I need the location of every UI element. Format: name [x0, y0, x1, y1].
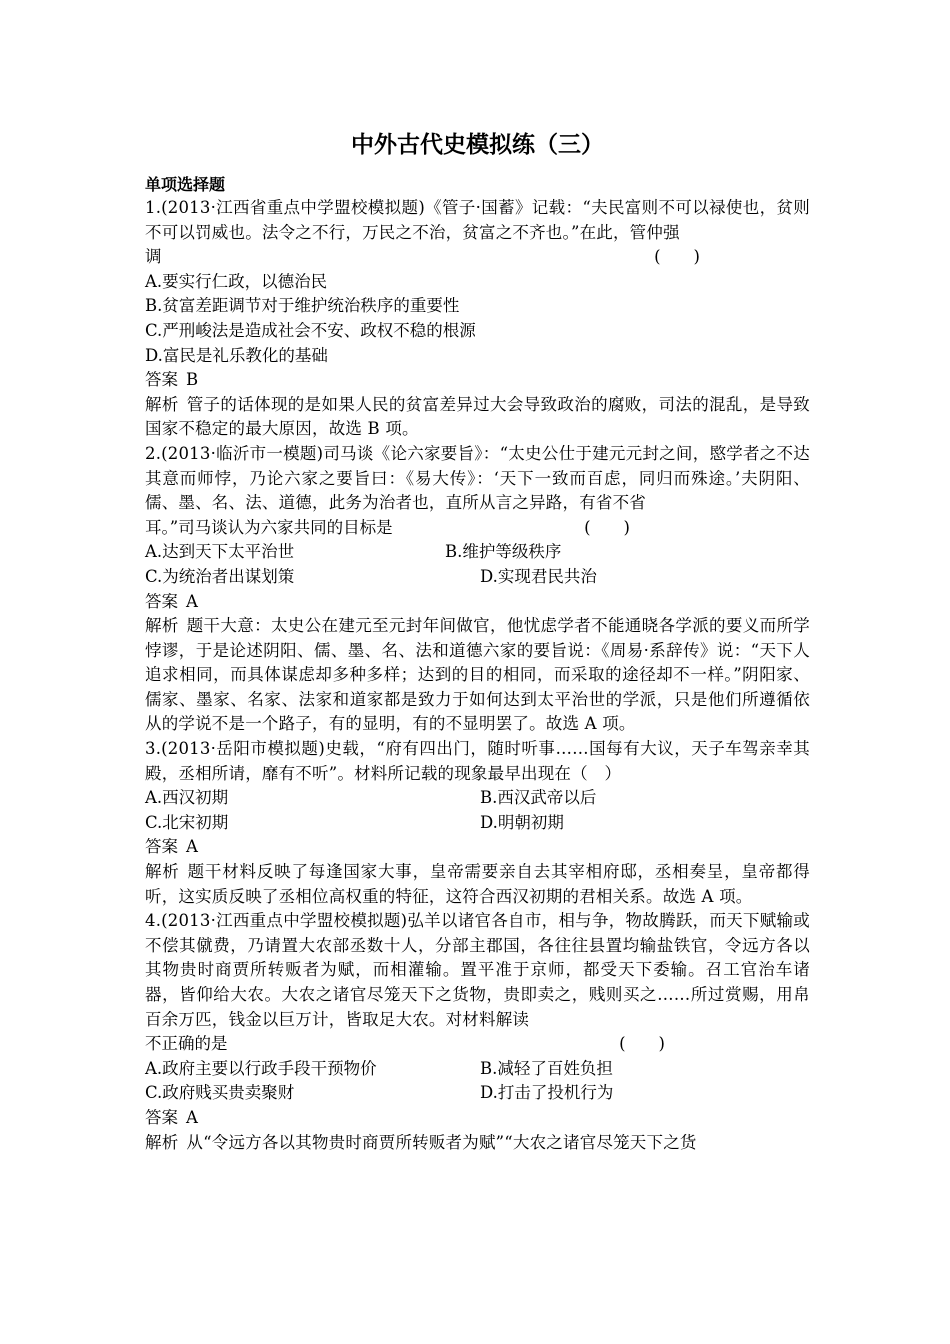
question-3-option-c[interactable]: C.北宋初期 [145, 812, 229, 832]
question-4-answer [145, 1106, 810, 1131]
question-3 [145, 737, 810, 909]
question-2-stem-end [145, 516, 810, 541]
question-3-option-a[interactable]: A.西汉初期 [145, 788, 229, 808]
answer-label: 答案 [145, 1107, 178, 1127]
question-4-stem-tail: 不正确的是 [145, 1034, 228, 1054]
question-4-stem-end [145, 1032, 810, 1057]
answer-label: 答案 [145, 837, 178, 857]
document-page [145, 130, 810, 1155]
analysis-text: 从“令远方各以其物贵时商贾所转贩者为赋”“大农之诸官尽笼天下之货 [186, 1132, 697, 1152]
question-2-options-row-1 [145, 540, 810, 565]
question-1-bracket: ( ) [654, 247, 700, 267]
question-1-option-d[interactable]: D.富民是礼乐教化的基础 [145, 345, 328, 365]
question-2-analysis [145, 614, 810, 737]
question-3-option-b[interactable]: B.西汉武帝以后 [480, 788, 597, 808]
question-1-stem-tail: 调 [145, 247, 162, 267]
analysis-text: 题干大意：太史公在建元至元封年间做官，他忧虑学者不能通晓各学派的要义而所学悖谬，于是论述阴阳、儒、墨、名、法和道德六家的要旨说：《周易·系辞传》说：“天下人追求相同，而具体谋虑却多种多样；达到的目的相同，而采取的途径却不一样。”阴阳家、儒家、墨家、名家、法家和道家都是致力于如何达到太平治世的学派，只是他们所遵循依从的学说不是一个路子，有的显明，有的不显明罢了。故选 A 项。 [145, 616, 810, 734]
answer-value: A [186, 837, 198, 857]
question-3-option-d[interactable]: D.明朝初期 [480, 812, 564, 832]
analysis-text: 管子的话体现的是如果人民的贫富差异过大会导致政治的腐败，司法的混乱，是导致国家不稳定的最大原因，故选 B 项。 [145, 394, 810, 439]
answer-value: A [186, 1107, 198, 1127]
question-4-analysis [145, 1131, 810, 1156]
question-2 [145, 442, 810, 737]
analysis-text: 题干材料反映了每逢国家大事，皇帝需要亲自去其宰相府邸，丞相奏呈，皇帝都得听，这实质反映了丞相位高权重的特征，这符合西汉初期的君相关系。故选 A 项。 [145, 862, 811, 906]
question-3-stem: 3.(2013·岳阳市模拟题)史载，“府有四出门，随时听事……国每有大议，天子车驾亲幸其殿，丞相所请，靡有不听”。材料所记载的现象最早出现在（ ） [145, 739, 810, 783]
question-1-stem-end [145, 245, 810, 270]
question-1 [145, 196, 810, 442]
question-1-option-c[interactable]: C.严刑峻法是造成社会不安、政权不稳的根源 [145, 320, 476, 340]
question-3-answer [145, 835, 810, 860]
question-2-bracket: ( ) [584, 517, 630, 537]
question-4-option-d[interactable]: D.打击了投机行为 [480, 1083, 614, 1103]
question-4-options-row-1 [145, 1057, 810, 1082]
answer-label: 答案 [145, 370, 178, 390]
question-4-option-a[interactable]: A.政府主要以行政手段干预物价 [145, 1058, 377, 1078]
answer-value: A [186, 591, 198, 611]
question-4-stem: 4.(2013·江西重点中学盟校模拟题)弘羊以诸官各自市，相与争，物故腾跃，而天下赋输或不偿其僦费，乃请置大农部丞数十人，分部主郡国，各往往县置均输盐铁官，令远方各以其物贵时商贾所转贩者为赋，而相灌输。置平准于京师，都受天下委输。召工官治车诸器，皆仰给大农。大农之诸官尽笼天下之货物，贵即卖之，贱则买之……所过赏赐，用帛百余万匹，钱金以巨万计，皆取足大农。对材料解读 [145, 911, 810, 1029]
question-2-option-c[interactable]: C.为统治者出谋划策 [145, 566, 295, 586]
question-2-options-row-2 [145, 565, 810, 590]
question-2-answer [145, 590, 810, 615]
question-2-option-d[interactable]: D.实现君民共治 [480, 566, 597, 586]
page-title: 中外古代史模拟练（三） [351, 132, 604, 158]
question-2-stem-tail: 耳。”司马谈认为六家共同的目标是 [145, 517, 393, 537]
analysis-label: 解析 [145, 862, 180, 882]
question-4-option-b[interactable]: B.减轻了百姓负担 [480, 1058, 613, 1078]
answer-value: B [186, 370, 199, 390]
question-1-analysis [145, 393, 810, 442]
question-2-stem: 2.(2013·临沂市一模题)司马谈《论六家要旨》：“太史公仕于建元元封之间，愍学者之不达其意而师悖，乃论六家之要旨曰：《易大传》：‘天下一致而百虑，同归而殊途。’夫阴阳、儒、墨、名、法、道德，此务为治者也，直所从言之异路，有省不省 [145, 443, 810, 513]
question-3-options-row-2 [145, 811, 810, 836]
question-1-option-b[interactable]: B.贫富差距调节对于维护统治秩序的重要性 [145, 296, 460, 316]
question-4 [145, 909, 810, 1155]
question-4-options-row-2 [145, 1081, 810, 1106]
question-4-bracket: ( ) [619, 1034, 665, 1054]
question-3-analysis [145, 860, 810, 909]
question-1-option-a[interactable]: A.要实行仁政，以德治民 [145, 271, 328, 291]
analysis-label: 解析 [145, 1132, 179, 1152]
question-4-option-c[interactable]: C.政府贱买贵卖聚财 [145, 1083, 295, 1103]
question-2-option-a[interactable]: A.达到天下太平治世 [145, 542, 295, 562]
question-2-option-b[interactable]: B.维护等级秩序 [445, 542, 562, 562]
answer-label: 答案 [145, 591, 178, 611]
analysis-label: 解析 [145, 394, 179, 414]
analysis-label: 解析 [145, 616, 179, 636]
section-heading: 单项选择题 [145, 175, 226, 194]
question-1-answer [145, 368, 810, 393]
question-1-stem: 1.(2013·江西省重点中学盟校模拟题)《管子·国蓄》记载：“夫民富则不可以禄使也，贫则不可以罚威也。法令之不行，万民之不治，贫富之不齐也。”在此，管仲强 [145, 198, 810, 242]
question-3-options-row-1 [145, 786, 810, 811]
